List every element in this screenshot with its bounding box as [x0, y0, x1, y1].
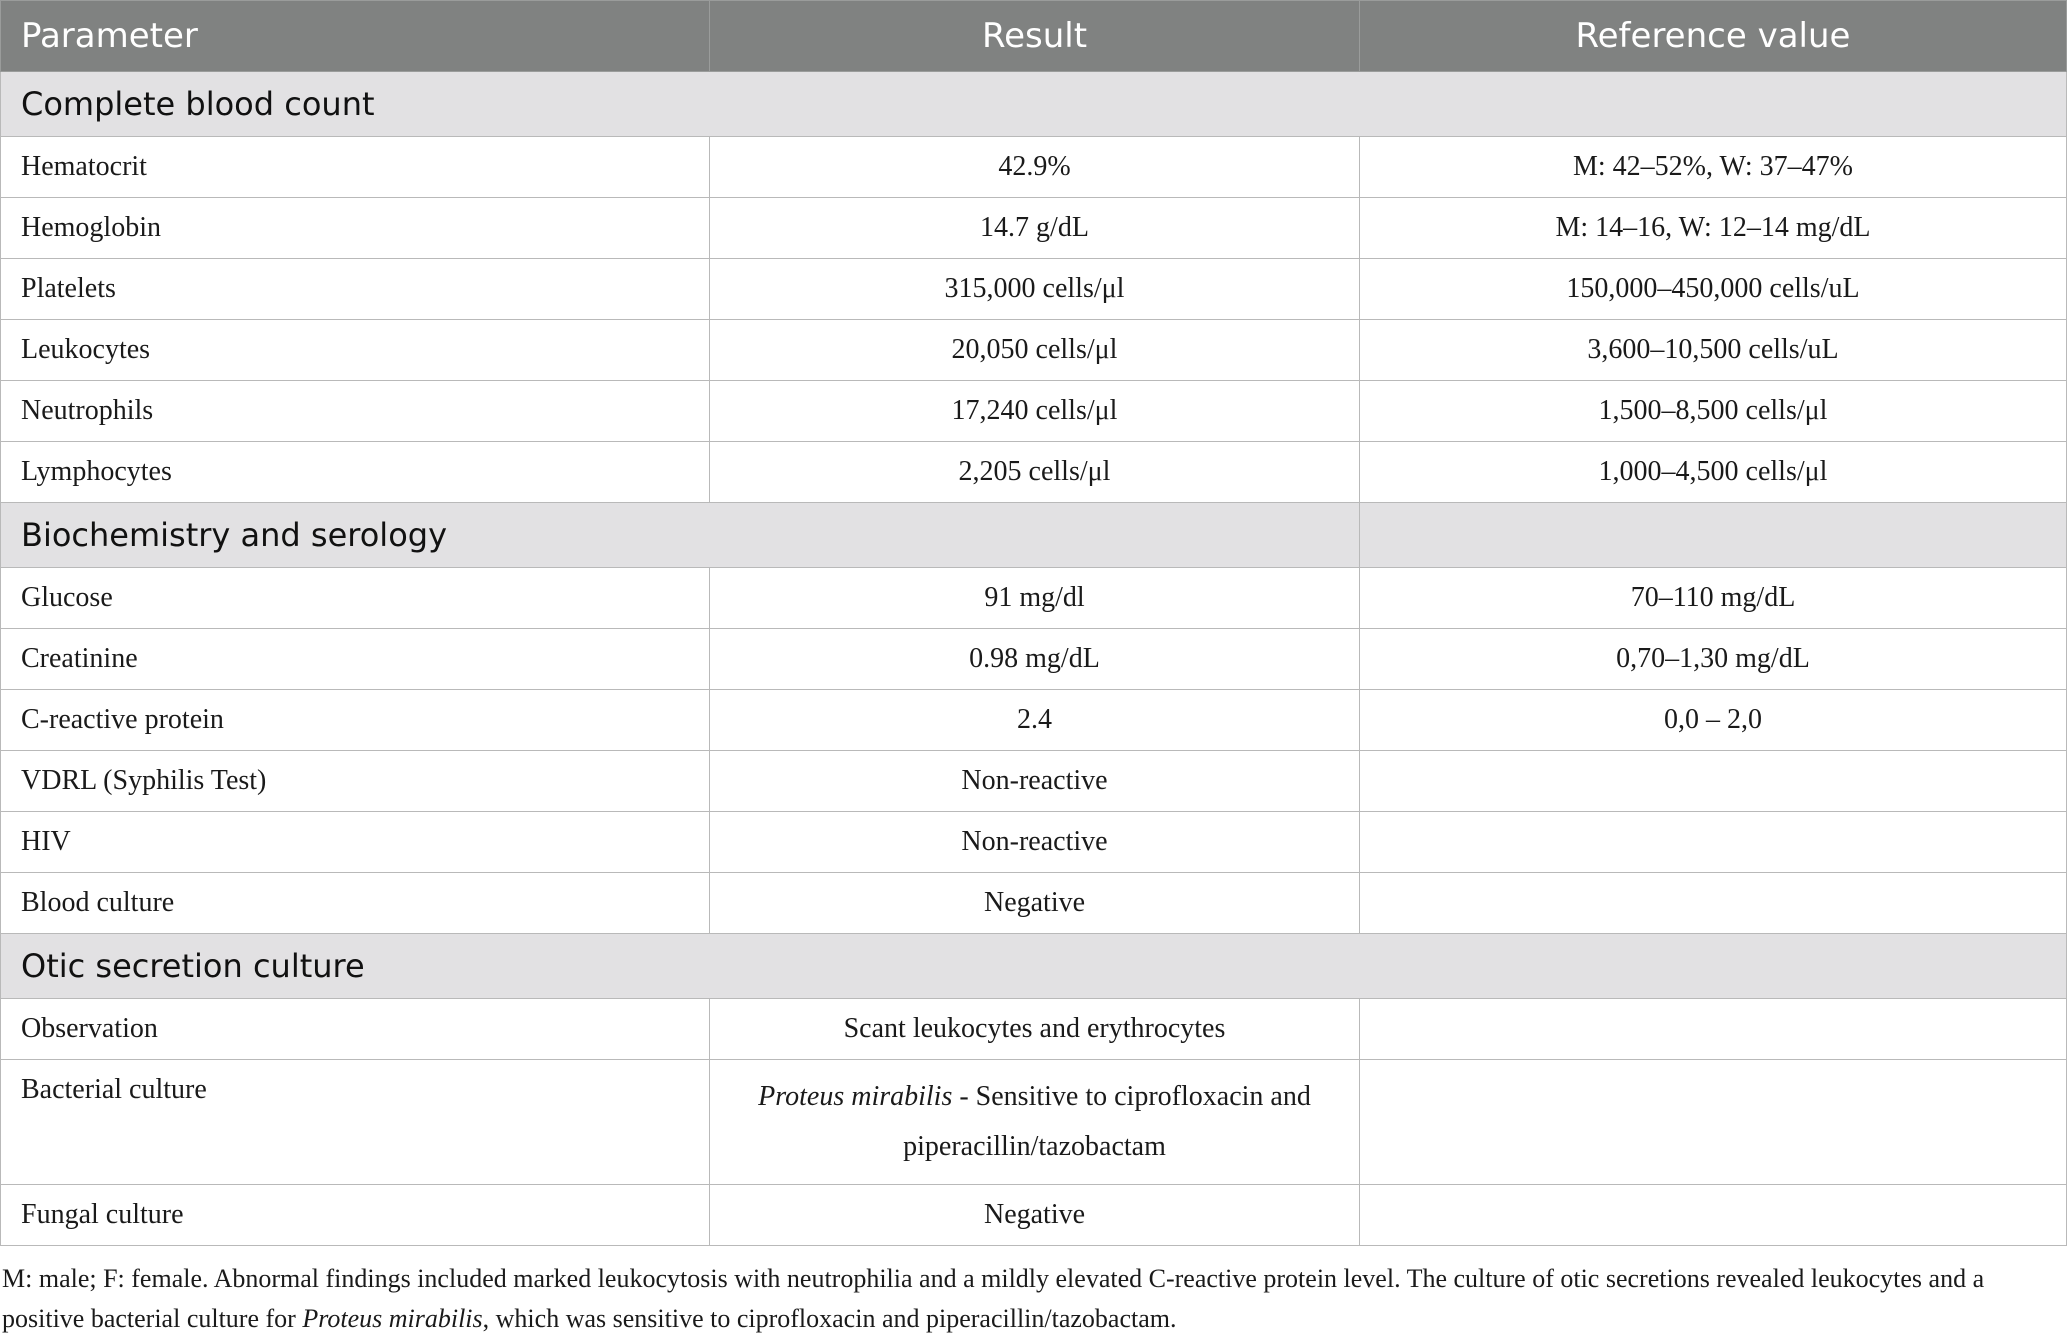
- header-parameter: Parameter: [1, 1, 710, 72]
- footnote-text: M: male; F: female. Abnormal findings included marked leukocytosis with neutrophilia and a mildly elevated C-reactive protein level. The culture of otic secretions revealed leukocytes and a positive bacterial culture for: [2, 1264, 1985, 1333]
- result-cell: 91 mg/dl: [710, 568, 1360, 629]
- footnote-organism: Proteus mirabilis: [302, 1304, 483, 1333]
- parameter-cell: HIV: [1, 812, 710, 873]
- parameter-cell: Hematocrit: [1, 137, 710, 198]
- reference-cell: 1,500–8,500 cells/μl: [1360, 381, 2067, 442]
- reference-cell: [1360, 1060, 2067, 1185]
- table-row: [1, 690, 2067, 751]
- footnote-text-end: , which was sensitive to ciprofloxacin and piperacillin/tazobactam.: [482, 1304, 1177, 1333]
- table-row: [1, 751, 2067, 812]
- section-row-otic-secretion-culture: [1, 934, 2067, 999]
- reference-cell: 70–110 mg/dL: [1360, 568, 2067, 629]
- section-title: Biochemistry and serology: [1, 503, 1360, 568]
- table-row: [1, 999, 2067, 1060]
- result-cell: [710, 1060, 1360, 1185]
- parameter-cell: Observation: [1, 999, 710, 1060]
- table-row: [1, 1185, 2067, 1246]
- reference-cell: 0,70–1,30 mg/dL: [1360, 629, 2067, 690]
- reference-cell: [1360, 1185, 2067, 1246]
- reference-cell: [1360, 751, 2067, 812]
- result-cell: 17,240 cells/μl: [710, 381, 1360, 442]
- result-cell: 14.7 g/dL: [710, 198, 1360, 259]
- result-cell: 20,050 cells/μl: [710, 320, 1360, 381]
- section-title: Otic secretion culture: [1, 934, 2067, 999]
- organism-name: Proteus mirabilis: [758, 1081, 953, 1112]
- table-row: [1, 873, 2067, 934]
- table-row: [1, 629, 2067, 690]
- result-cell: Negative: [710, 873, 1360, 934]
- table-footnote: [0, 1259, 2062, 1339]
- parameter-cell: Neutrophils: [1, 381, 710, 442]
- section-row-complete-blood-count: [1, 72, 2067, 137]
- parameter-cell: Platelets: [1, 259, 710, 320]
- reference-cell: 150,000–450,000 cells/uL: [1360, 259, 2067, 320]
- table-row: [1, 812, 2067, 873]
- reference-cell: 0,0 – 2,0: [1360, 690, 2067, 751]
- table-row: [1, 320, 2067, 381]
- parameter-cell: Lymphocytes: [1, 442, 710, 503]
- parameter-cell: Hemoglobin: [1, 198, 710, 259]
- parameter-cell: Fungal culture: [1, 1185, 710, 1246]
- section-blank-cell: [1360, 503, 2067, 568]
- result-cell: Non-reactive: [710, 751, 1360, 812]
- header-result: Result: [710, 1, 1360, 72]
- result-cell: 2.4: [710, 690, 1360, 751]
- reference-cell: M: 14–16, W: 12–14 mg/dL: [1360, 198, 2067, 259]
- result-cell: Scant leukocytes and erythrocytes: [710, 999, 1360, 1060]
- header-reference-value: Reference value: [1360, 1, 2067, 72]
- result-cell: 315,000 cells/μl: [710, 259, 1360, 320]
- table-header-row: [1, 1, 2067, 72]
- table-row: [1, 137, 2067, 198]
- result-text-line1: - Sensitive to ciprofloxacin and: [952, 1081, 1311, 1112]
- parameter-cell: Creatinine: [1, 629, 710, 690]
- reference-cell: [1360, 812, 2067, 873]
- parameter-cell: VDRL (Syphilis Test): [1, 751, 710, 812]
- reference-cell: [1360, 999, 2067, 1060]
- reference-cell: [1360, 873, 2067, 934]
- section-title: Complete blood count: [1, 72, 2067, 137]
- section-row-biochemistry-and-serology: [1, 503, 2067, 568]
- parameter-cell: C-reactive protein: [1, 690, 710, 751]
- result-cell: 2,205 cells/μl: [710, 442, 1360, 503]
- table-row: [1, 259, 2067, 320]
- result-cell: Non-reactive: [710, 812, 1360, 873]
- table-row: [1, 198, 2067, 259]
- result-cell: Negative: [710, 1185, 1360, 1246]
- result-text-line2: piperacillin/tazobactam: [903, 1131, 1166, 1162]
- parameter-cell: Blood culture: [1, 873, 710, 934]
- reference-cell: M: 42–52%, W: 37–47%: [1360, 137, 2067, 198]
- reference-cell: 3,600–10,500 cells/uL: [1360, 320, 2067, 381]
- reference-cell: 1,000–4,500 cells/μl: [1360, 442, 2067, 503]
- table-row: [1, 568, 2067, 629]
- result-cell: 42.9%: [710, 137, 1360, 198]
- table-row: [1, 442, 2067, 503]
- table-row: [1, 1060, 2067, 1185]
- parameter-cell: Bacterial culture: [1, 1060, 710, 1185]
- parameter-cell: Glucose: [1, 568, 710, 629]
- result-cell: 0.98 mg/dL: [710, 629, 1360, 690]
- parameter-cell: Leukocytes: [1, 320, 710, 381]
- table-row: [1, 381, 2067, 442]
